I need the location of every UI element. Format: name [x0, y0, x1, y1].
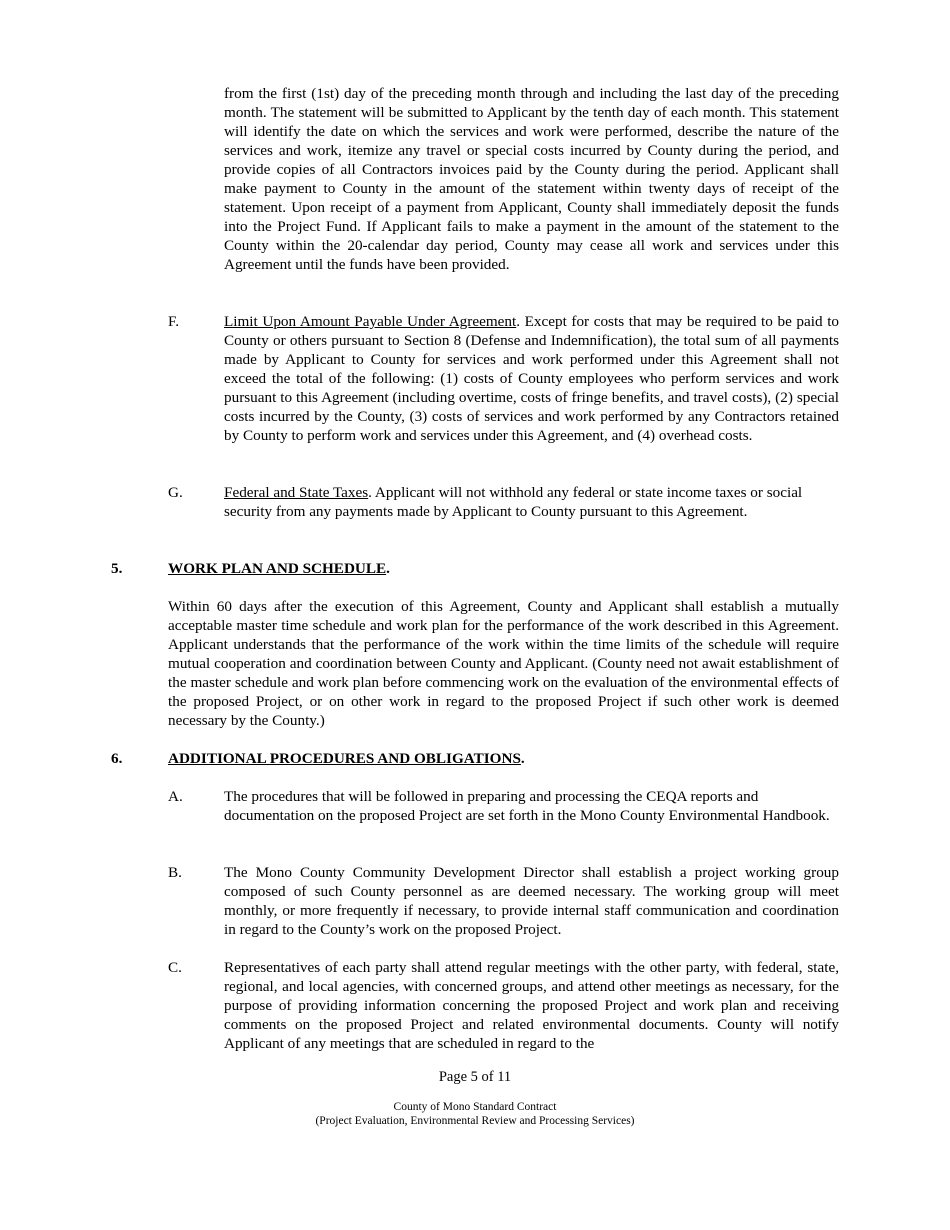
section-5-punct: . — [386, 560, 390, 577]
section-6-title: ADDITIONAL PROCEDURES AND OBLIGATIONS — [168, 750, 521, 767]
section-5-paragraph: Within 60 days after the execution of this Agreement, County and Applicant shall establish a mutually acceptable master time schedule and work plan for the performance of the work described in this Agreement. Applicant understands that the performance of the work within the time limits of the schedule will require mutual cooperation and coordination between County and Applicant. (County need not await establishment of the master schedule and work plan before commencing work on the evaluation of the environmental effects of the proposed Project, or on other work in regard to the proposed Project if such other work is deemed necessary by the County.) — [168, 598, 839, 729]
item-g-text: . Applicant will not withhold any federal or state income taxes or social security from any payments made by Applicant to County pursuant to this Agreement. — [224, 484, 803, 520]
item-f-label: F. — [168, 313, 180, 330]
item-f-text: . Except for costs that may be required to be paid to County or others pursuant to Section 8 (Defense and Indemnification), the total sum of all payments made by Applicant to County for services and work performed under this Agreement shall not exceed the total of the following: (1) costs of County employees who perform services and work pursuant to this Agreement (including overtime, costs of fringe benefits, and travel costs), (2) special costs incurred by the County, (3) costs of services and work performed by any Contractors retained by County to perform work and services under this Agreement, and (4) overhead costs. — [224, 313, 840, 444]
item-g-title: Federal and State Taxes — [224, 484, 369, 501]
item-f-title: Limit Upon Amount Payable Under Agreement — [224, 313, 517, 330]
footer-contract-title: County of Mono Standard Contract — [393, 1101, 557, 1113]
item-a-paragraph: The procedures that will be followed in preparing and processing the CEQA reports and documentation on the proposed Project are set forth in the Mono County Environmental Handbook. — [224, 788, 830, 824]
section-6-heading — [168, 749, 525, 768]
page-number: Page 5 of 11 — [438, 1069, 512, 1085]
item-g-paragraph — [224, 483, 839, 521]
section-5-number: 5. — [111, 560, 123, 577]
section-6-punct: . — [520, 750, 525, 767]
section-6-number: 6. — [111, 750, 123, 767]
footer-contract-subtitle: (Project Evaluation, Environmental Review and Processing Services) — [315, 1115, 635, 1127]
item-c-paragraph: Representatives of each party shall attend regular meetings with the other party, with federal, state, regional, and local agencies, with concerned groups, and attend other meetings as necessary, for the purpose of providing information concerning the proposed Project and work plan and receiving comments on the proposed Project and related environmental documents. County will notify Applicant of any meetings that are scheduled in regard to the — [224, 959, 839, 1052]
item-a-label: A. — [168, 788, 183, 805]
item-b-paragraph: The Mono County Community Development Director shall establish a project working group composed of such County personnel as are deemed necessary. The working group will meet monthly, or more frequently if necessary, to provide internal staff communication and coordination in regard to the County’s work on the proposed Project. — [224, 864, 839, 938]
item-c-label: C. — [168, 959, 182, 976]
item-b-label: B. — [168, 864, 182, 881]
section-5-heading — [168, 559, 390, 578]
item-f-paragraph — [224, 312, 839, 445]
item-g-label: G. — [168, 484, 183, 501]
section-5-title: WORK PLAN AND SCHEDULE — [168, 560, 387, 577]
continuation-paragraph: from the first (1st) day of the preceding month through and including the last day of the preceding month. The statement will be submitted to Applicant by the tenth day of each month. This statement will identify the date on which the services and work were performed, describe the nature of the services and work, itemize any travel or special costs incurred by County during the period, and provide copies of all Contractors invoices paid by the County during the period. Applicant shall make payment to County in the amount of the statement within twenty days of receipt of the statement. Upon receipt of a payment from Applicant, County shall immediately deposit the funds into the Project Fund. If Applicant fails to make a payment in the amount of the statement to the County within the 20-calendar day period, County may cease all work and services under this Agreement until the funds have been provided. — [224, 85, 839, 273]
